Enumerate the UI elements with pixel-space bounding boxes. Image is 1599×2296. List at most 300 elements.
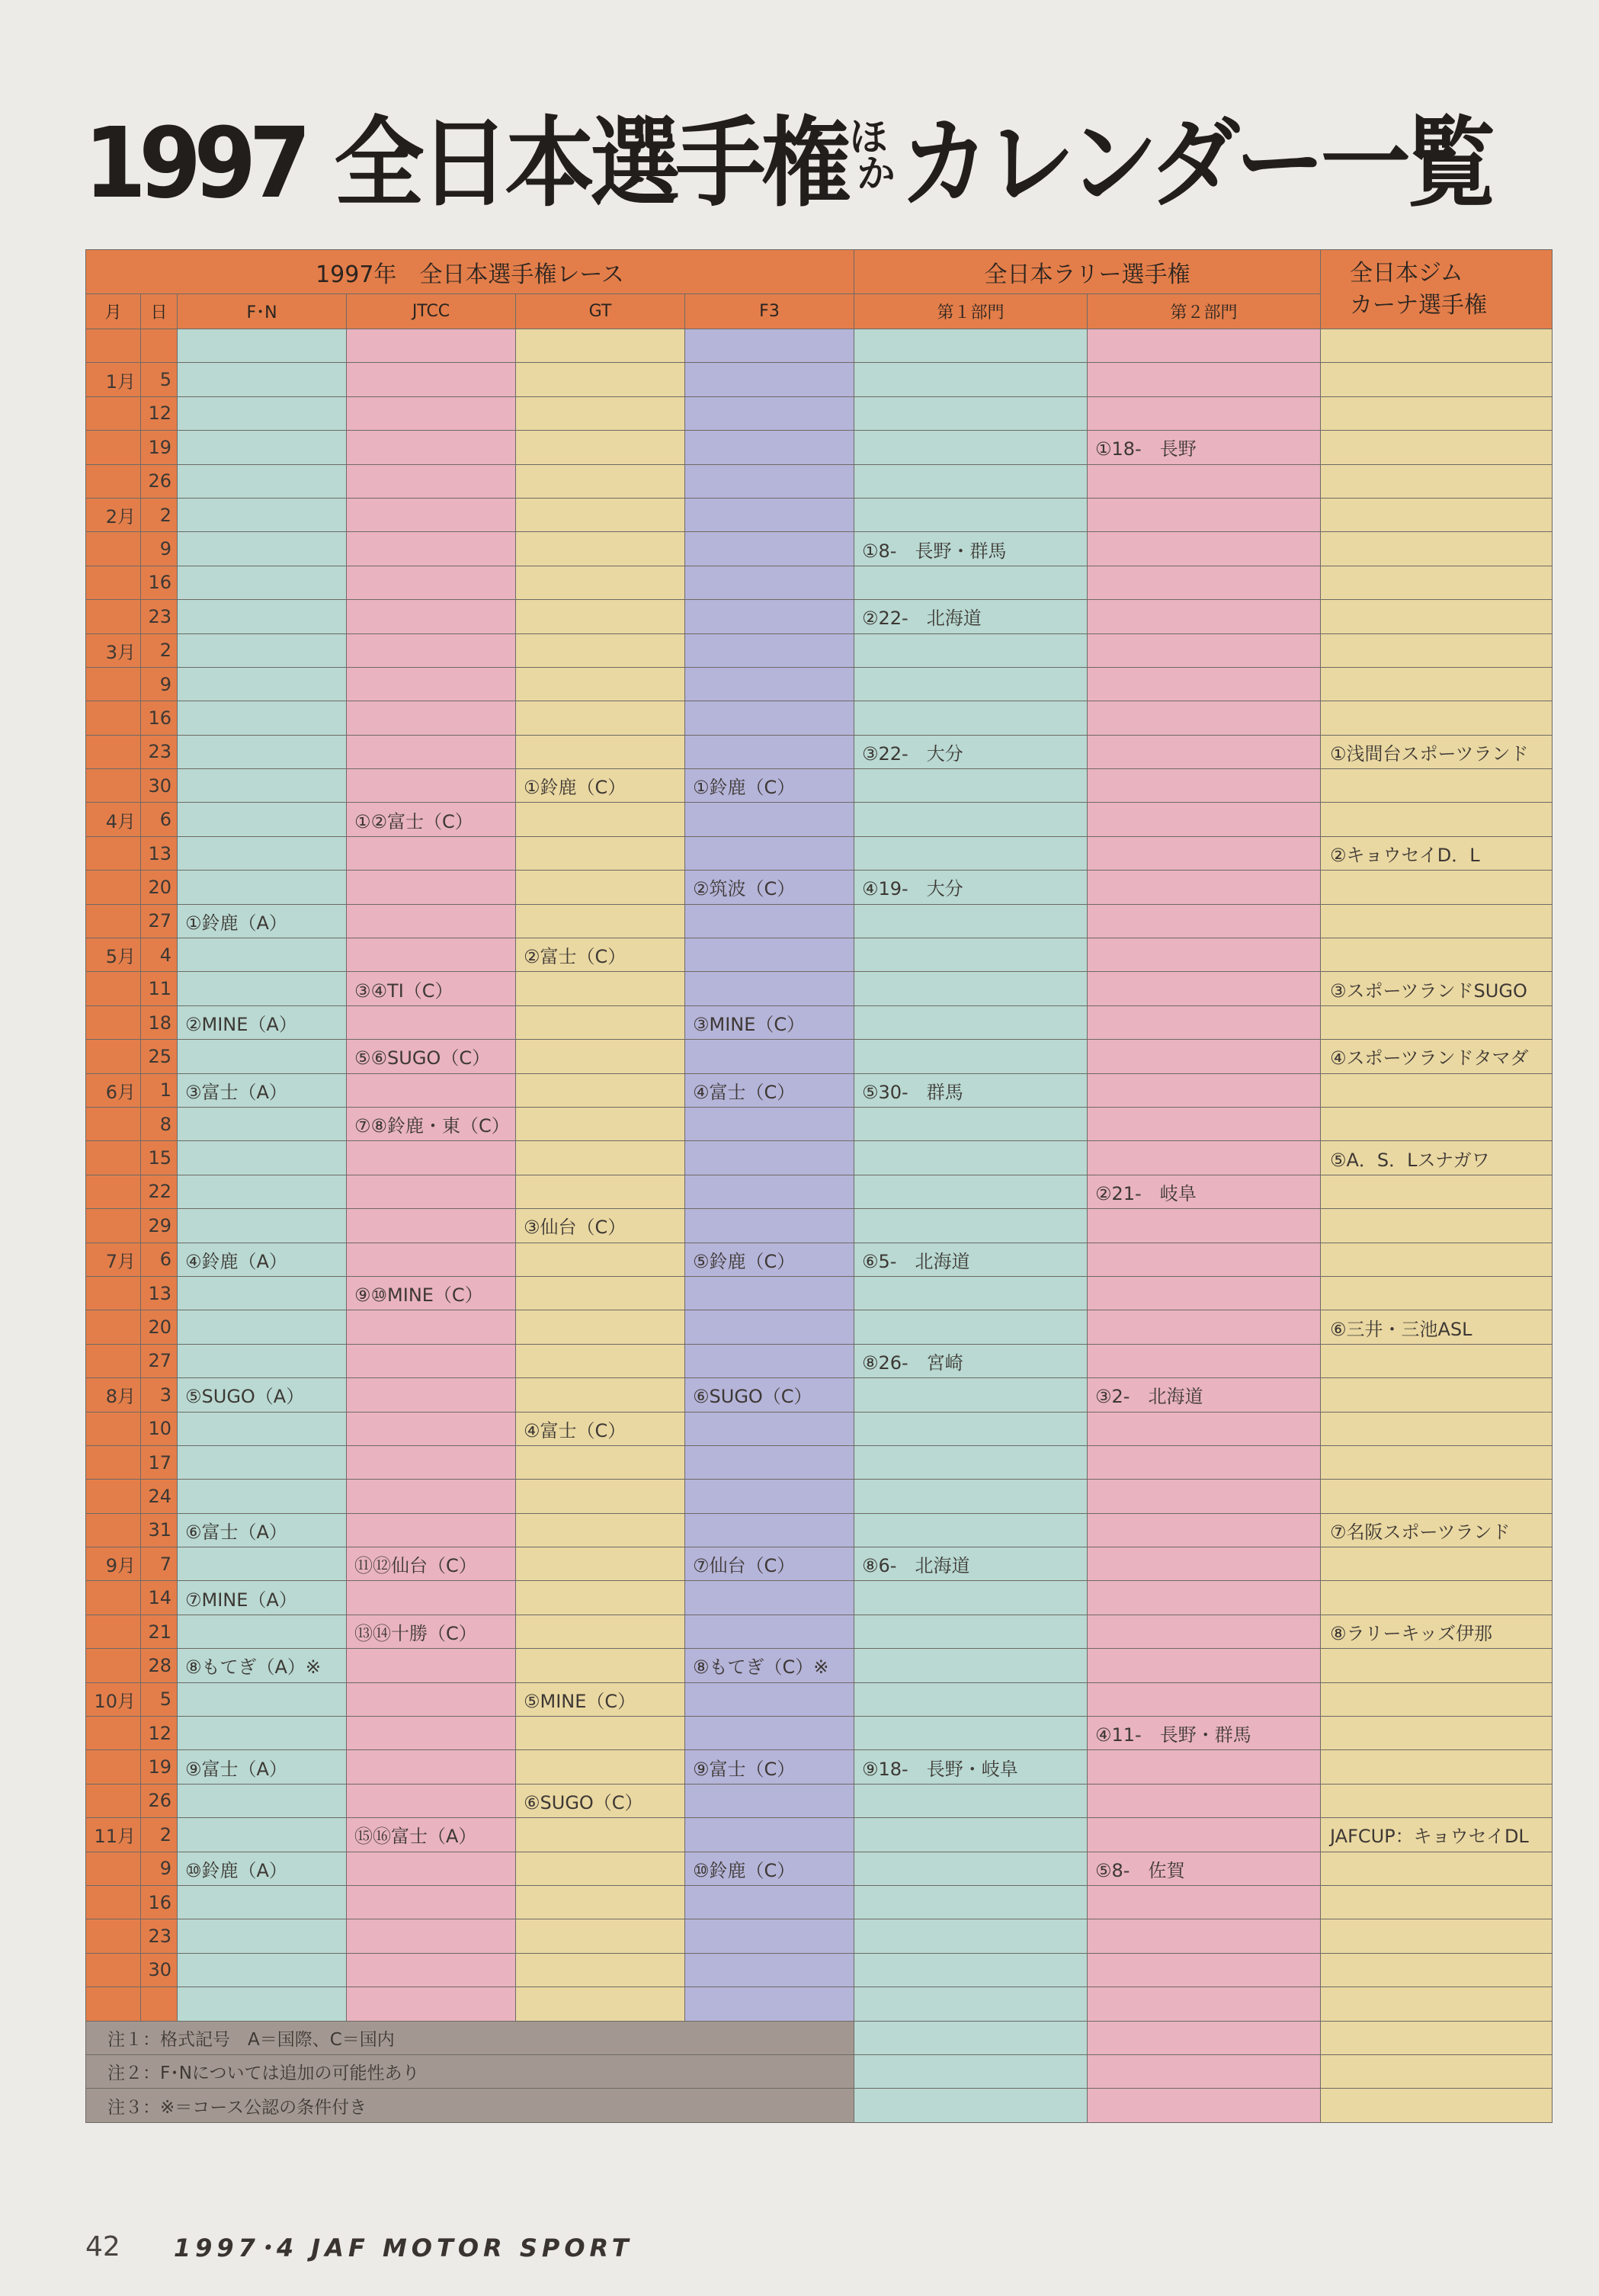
rally1-cell <box>854 972 1088 1005</box>
jtcc-cell: ⑨⑩MINE（C） <box>347 1276 516 1310</box>
month-cell: 6月 <box>86 1073 141 1107</box>
table-row <box>86 1513 1553 1547</box>
rally2-cell <box>1088 2054 1321 2088</box>
fn-cell <box>178 769 347 803</box>
fn-cell: ⑤SUGO（A） <box>178 1378 347 1412</box>
month-cell <box>86 1750 141 1784</box>
fn-cell <box>178 836 347 870</box>
fn-cell <box>178 498 347 531</box>
table-row <box>86 1175 1553 1208</box>
month-cell <box>86 396 141 430</box>
fn-cell <box>178 1885 347 1919</box>
jtcc-cell <box>347 701 516 735</box>
month-cell <box>86 667 141 701</box>
fn-cell <box>178 363 347 396</box>
table-row <box>86 566 1553 599</box>
day-cell: 23 <box>141 1919 178 1953</box>
rally1-cell <box>854 2021 1088 2054</box>
jtcc-cell: ⑮⑯富士（A） <box>347 1818 516 1852</box>
gymkhana-cell <box>1321 1750 1553 1784</box>
jtcc-cell <box>347 1378 516 1412</box>
month-cell: 8月 <box>86 1378 141 1412</box>
day-cell: 1 <box>141 1073 178 1107</box>
table-row <box>86 1276 1553 1310</box>
fn-cell <box>178 1344 347 1377</box>
rally1-cell <box>854 329 1088 363</box>
rally2-cell <box>1088 701 1321 735</box>
day-cell: 28 <box>141 1649 178 1682</box>
month-cell <box>86 1987 141 2021</box>
month-cell <box>86 1615 141 1648</box>
gymkhana-cell: ⑤A．S．Lスナガワ <box>1321 1141 1553 1175</box>
rally2-cell: ⑤8- 佐賀 <box>1088 1852 1321 1885</box>
rally1-cell <box>854 1445 1088 1479</box>
f3-cell <box>685 1682 854 1716</box>
month-cell: 2月 <box>86 498 141 531</box>
rally1-cell <box>854 464 1088 498</box>
fn-cell <box>178 1919 347 1953</box>
f3-cell <box>685 363 854 396</box>
rally1-cell <box>854 1276 1088 1310</box>
gt-cell <box>516 363 685 396</box>
day-cell: 2 <box>141 498 178 531</box>
f3-cell <box>685 1412 854 1445</box>
rally2-cell <box>1088 1276 1321 1310</box>
f3-cell <box>685 1040 854 1073</box>
gymkhana-cell <box>1321 1480 1553 1513</box>
fn-cell <box>178 1141 347 1175</box>
rally1-cell <box>854 1107 1088 1140</box>
day-cell: 27 <box>141 904 178 938</box>
day-cell: 29 <box>141 1209 178 1243</box>
fn-cell <box>178 1175 347 1208</box>
fn-cell <box>178 1682 347 1716</box>
table-row <box>86 1310 1553 1344</box>
jtcc-cell <box>347 1445 516 1479</box>
gymkhana-cell <box>1321 1547 1553 1581</box>
month-cell <box>86 1581 141 1615</box>
day-cell: 25 <box>141 1040 178 1073</box>
rally2-cell <box>1088 1107 1321 1140</box>
rally1-cell: ⑤30- 群馬 <box>854 1073 1088 1107</box>
f3-cell <box>685 1107 854 1140</box>
gymkhana-cell <box>1321 1649 1553 1682</box>
day-cell: 12 <box>141 1717 178 1750</box>
f3-cell <box>685 938 854 972</box>
day-cell: 27 <box>141 1344 178 1377</box>
fn-cell: ⑨富士（A） <box>178 1750 347 1784</box>
rally2-cell <box>1088 1547 1321 1581</box>
month-cell <box>86 1649 141 1682</box>
f3-cell <box>685 633 854 667</box>
jtcc-cell: ⑪⑫仙台（C） <box>347 1547 516 1581</box>
f3-cell <box>685 1344 854 1377</box>
gt-cell <box>516 1717 685 1750</box>
month-cell <box>86 701 141 735</box>
day-cell: 11 <box>141 972 178 1005</box>
day-cell: 16 <box>141 701 178 735</box>
day-cell: 19 <box>141 1750 178 1784</box>
rally1-cell: ①8- 長野・群馬 <box>854 532 1088 566</box>
gymkhana-cell <box>1321 1073 1553 1107</box>
gymkhana-cell <box>1321 1445 1553 1479</box>
table-row <box>86 1005 1553 1039</box>
month-cell <box>86 464 141 498</box>
fn-cell <box>178 532 347 566</box>
day-cell: 16 <box>141 1885 178 1919</box>
fn-cell <box>178 667 347 701</box>
fn-cell <box>178 735 347 768</box>
day-cell: 26 <box>141 464 178 498</box>
month-cell: 10月 <box>86 1682 141 1716</box>
gymkhana-cell <box>1321 1987 1553 2021</box>
gt-cell <box>516 1750 685 1784</box>
rally2-cell <box>1088 498 1321 531</box>
gt-cell: ①鈴鹿（C） <box>516 769 685 803</box>
f3-cell <box>685 1818 854 1852</box>
rally2-cell <box>1088 633 1321 667</box>
jtcc-cell <box>347 633 516 667</box>
gymkhana-cell <box>1321 1243 1553 1276</box>
note-row <box>86 2054 1553 2088</box>
rally1-cell <box>854 1615 1088 1648</box>
rally1-cell <box>854 1480 1088 1513</box>
header-gt: GT <box>516 294 685 329</box>
rally2-cell <box>1088 1412 1321 1445</box>
f3-cell <box>685 735 854 768</box>
day-cell: 30 <box>141 769 178 803</box>
day-cell: 13 <box>141 836 178 870</box>
jtcc-cell <box>347 1784 516 1817</box>
rally1-cell <box>854 1885 1088 1919</box>
note-text: 注２：F･Nについては追加の可能性あり <box>86 2054 854 2088</box>
month-cell <box>86 600 141 633</box>
table-row <box>86 329 1553 363</box>
fn-cell: ③富士（A） <box>178 1073 347 1107</box>
gymkhana-cell <box>1321 1784 1553 1817</box>
gymkhana-cell <box>1321 464 1553 498</box>
rally2-cell <box>1088 1344 1321 1377</box>
title-main: 全日本選手権 <box>334 106 847 220</box>
day-cell: 9 <box>141 1852 178 1885</box>
jtcc-cell <box>347 1750 516 1784</box>
fn-cell <box>178 329 347 363</box>
rally1-cell <box>854 1852 1088 1885</box>
day-cell: 6 <box>141 1243 178 1276</box>
fn-cell <box>178 1480 347 1513</box>
rally2-cell <box>1088 1141 1321 1175</box>
rally1-cell <box>854 1649 1088 1682</box>
rally1-cell <box>854 1919 1088 1953</box>
rally2-cell <box>1088 1445 1321 1479</box>
rally2-cell <box>1088 1243 1321 1276</box>
f3-cell: ⑥SUGO（C） <box>685 1378 854 1412</box>
jtcc-cell <box>347 464 516 498</box>
header-gymkhana <box>1321 250 1553 329</box>
gymkhana-cell <box>1321 1276 1553 1310</box>
rally2-cell <box>1088 1615 1321 1648</box>
rally1-cell <box>854 1141 1088 1175</box>
rally1-cell <box>854 1040 1088 1073</box>
gt-cell <box>516 329 685 363</box>
day-cell: 9 <box>141 667 178 701</box>
gt-cell <box>516 871 685 904</box>
rally2-cell <box>1088 2089 1321 2122</box>
rally2-cell <box>1088 464 1321 498</box>
rally2-cell <box>1088 1513 1321 1547</box>
month-cell: 3月 <box>86 633 141 667</box>
table-row <box>86 464 1553 498</box>
gymkhana-cell <box>1321 1344 1553 1377</box>
rally2-cell: ②21- 岐阜 <box>1088 1175 1321 1208</box>
gymkhana-cell: JAFCUP：キョウセイDL <box>1321 1818 1553 1852</box>
note-text: 注３：※＝コース公認の条件付き <box>86 2089 854 2122</box>
f3-cell <box>685 836 854 870</box>
rally2-cell <box>1088 1987 1321 2021</box>
table-row <box>86 1040 1553 1073</box>
gymkhana-cell <box>1321 396 1553 430</box>
day-cell: 16 <box>141 566 178 599</box>
day-cell: 20 <box>141 1310 178 1344</box>
gt-cell: ④富士（C） <box>516 1412 685 1445</box>
month-cell <box>86 735 141 768</box>
month-cell <box>86 1445 141 1479</box>
f3-cell <box>685 1987 854 2021</box>
day-cell: 4 <box>141 938 178 972</box>
rally1-cell <box>854 1412 1088 1445</box>
f3-cell <box>685 1784 854 1817</box>
rally2-cell <box>1088 667 1321 701</box>
jtcc-cell <box>347 1581 516 1615</box>
jtcc-cell <box>347 1005 516 1039</box>
gt-cell <box>516 803 685 836</box>
fn-cell: ①鈴鹿（A） <box>178 904 347 938</box>
gt-cell <box>516 566 685 599</box>
gymkhana-cell <box>1321 1209 1553 1243</box>
rally2-cell <box>1088 2021 1321 2054</box>
rally1-cell <box>854 363 1088 396</box>
gymkhana-cell <box>1321 2054 1553 2088</box>
day-cell: 12 <box>141 396 178 430</box>
table-row <box>86 1547 1553 1581</box>
rally2-cell <box>1088 566 1321 599</box>
gymkhana-cell <box>1321 904 1553 938</box>
rally2-cell <box>1088 1649 1321 1682</box>
f3-cell: ④富士（C） <box>685 1073 854 1107</box>
rally2-cell <box>1088 329 1321 363</box>
jtcc-cell <box>347 1344 516 1377</box>
gt-cell <box>516 1953 685 1987</box>
f3-cell: ⑨富士（C） <box>685 1750 854 1784</box>
gt-cell <box>516 1885 685 1919</box>
gymkhana-cell <box>1321 1581 1553 1615</box>
gt-cell: ③仙台（C） <box>516 1209 685 1243</box>
day-cell: 5 <box>141 1682 178 1716</box>
gt-cell <box>516 1243 685 1276</box>
table-row <box>86 1445 1553 1479</box>
month-cell <box>86 1885 141 1919</box>
month-cell <box>86 1310 141 1344</box>
table-row <box>86 363 1553 396</box>
rally2-cell <box>1088 1818 1321 1852</box>
f3-cell <box>685 1953 854 1987</box>
jtcc-cell <box>347 1852 516 1885</box>
month-cell <box>86 431 141 464</box>
jtcc-cell <box>347 1141 516 1175</box>
jtcc-cell <box>347 1649 516 1682</box>
gt-cell <box>516 1005 685 1039</box>
fn-cell <box>178 1040 347 1073</box>
calendar-table <box>85 249 1553 2123</box>
rally1-cell: ③22- 大分 <box>854 735 1088 768</box>
f3-cell <box>685 600 854 633</box>
gymkhana-cell: ④スポーツランドタマダ <box>1321 1040 1553 1073</box>
f3-cell <box>685 396 854 430</box>
day-cell: 31 <box>141 1513 178 1547</box>
jtcc-cell <box>347 735 516 768</box>
rally1-cell <box>854 667 1088 701</box>
jtcc-cell <box>347 1682 516 1716</box>
rally1-cell <box>854 836 1088 870</box>
month-cell <box>86 1784 141 1817</box>
header-fn: F･N <box>178 294 347 329</box>
gt-cell <box>516 1378 685 1412</box>
rally2-cell <box>1088 1682 1321 1716</box>
jtcc-cell <box>347 396 516 430</box>
gt-cell <box>516 1547 685 1581</box>
page-number: 42 <box>85 2230 120 2262</box>
jtcc-cell <box>347 667 516 701</box>
month-cell <box>86 1005 141 1039</box>
rally1-cell <box>854 701 1088 735</box>
day-cell: 6 <box>141 803 178 836</box>
header-jtcc: JTCC <box>347 294 516 329</box>
table-row <box>86 1480 1553 1513</box>
fn-cell: ②MINE（A） <box>178 1005 347 1039</box>
fn-cell <box>178 938 347 972</box>
table-row <box>86 1919 1553 1953</box>
fn-cell <box>178 633 347 667</box>
header-month: 月 <box>86 294 141 329</box>
gymkhana-cell <box>1321 1885 1553 1919</box>
rally2-cell <box>1088 836 1321 870</box>
fn-cell <box>178 1209 347 1243</box>
month-cell <box>86 1717 141 1750</box>
header-day: 日 <box>141 294 178 329</box>
jtcc-cell: ⑬⑭十勝（C） <box>347 1615 516 1648</box>
day-cell: 13 <box>141 1276 178 1310</box>
month-cell <box>86 1412 141 1445</box>
rally2-cell <box>1088 1953 1321 1987</box>
f3-cell <box>685 667 854 701</box>
gymkhana-cell: ③スポーツランドSUGO <box>1321 972 1553 1005</box>
title-year: 1997 <box>84 106 304 220</box>
day-cell: 17 <box>141 1445 178 1479</box>
rally1-cell: ⑧26- 宮崎 <box>854 1344 1088 1377</box>
f3-cell <box>685 972 854 1005</box>
day-cell: 18 <box>141 1005 178 1039</box>
fn-cell <box>178 1615 347 1648</box>
fn-cell: ④鈴鹿（A） <box>178 1243 347 1276</box>
rally2-cell <box>1088 1480 1321 1513</box>
header-rally-group: 全日本ラリー選手権 <box>854 250 1321 294</box>
f3-cell <box>685 1445 854 1479</box>
table-row <box>86 667 1553 701</box>
gymkhana-cell <box>1321 1919 1553 1953</box>
jtcc-cell <box>347 769 516 803</box>
rally2-cell <box>1088 1310 1321 1344</box>
day-cell: 23 <box>141 735 178 768</box>
month-cell <box>86 836 141 870</box>
gymkhana-cell <box>1321 532 1553 566</box>
rally2-cell <box>1088 1784 1321 1817</box>
day-cell: 9 <box>141 532 178 566</box>
fn-cell <box>178 701 347 735</box>
note-row <box>86 2089 1553 2122</box>
rally2-cell: ④11- 長野・群馬 <box>1088 1717 1321 1750</box>
f3-cell <box>685 904 854 938</box>
table-row <box>86 1107 1553 1140</box>
rally1-cell <box>854 938 1088 972</box>
gymkhana-cell <box>1321 803 1553 836</box>
jtcc-cell: ③④TI（C） <box>347 972 516 1005</box>
gymkhana-cell <box>1321 566 1553 599</box>
jtcc-cell <box>347 363 516 396</box>
month-cell: 1月 <box>86 363 141 396</box>
jtcc-cell <box>347 566 516 599</box>
jtcc-cell <box>347 431 516 464</box>
rally2-cell <box>1088 396 1321 430</box>
f3-cell: ②筑波（C） <box>685 871 854 904</box>
f3-cell <box>685 1513 854 1547</box>
f3-cell <box>685 498 854 531</box>
table-row <box>86 1717 1553 1750</box>
f3-cell: ③MINE（C） <box>685 1005 854 1039</box>
month-cell <box>86 1175 141 1208</box>
table-row <box>86 803 1553 836</box>
table-row <box>86 1378 1553 1412</box>
f3-cell <box>685 1919 854 1953</box>
jtcc-cell <box>347 1885 516 1919</box>
calendar-body <box>86 329 1553 2022</box>
month-cell: 4月 <box>86 803 141 836</box>
day-cell: 2 <box>141 1818 178 1852</box>
jtcc-cell <box>347 871 516 904</box>
table-row <box>86 1818 1553 1852</box>
table-row <box>86 1784 1553 1817</box>
jtcc-cell <box>347 1243 516 1276</box>
f3-cell <box>685 701 854 735</box>
f3-cell <box>685 1175 854 1208</box>
month-cell: 9月 <box>86 1547 141 1581</box>
day-cell: 7 <box>141 1547 178 1581</box>
rally2-cell <box>1088 532 1321 566</box>
table-row <box>86 1615 1553 1648</box>
table-row <box>86 1412 1553 1445</box>
gymkhana-cell <box>1321 871 1553 904</box>
gt-cell <box>516 1480 685 1513</box>
gymkhana-cell <box>1321 2089 1553 2122</box>
day-cell: 20 <box>141 871 178 904</box>
gt-cell <box>516 1987 685 2021</box>
table-row <box>86 1141 1553 1175</box>
month-cell <box>86 1209 141 1243</box>
rally1-cell <box>854 1784 1088 1817</box>
month-cell <box>86 1141 141 1175</box>
gt-cell: ⑥SUGO（C） <box>516 1784 685 1817</box>
gt-cell <box>516 1615 685 1648</box>
rally2-cell <box>1088 735 1321 768</box>
